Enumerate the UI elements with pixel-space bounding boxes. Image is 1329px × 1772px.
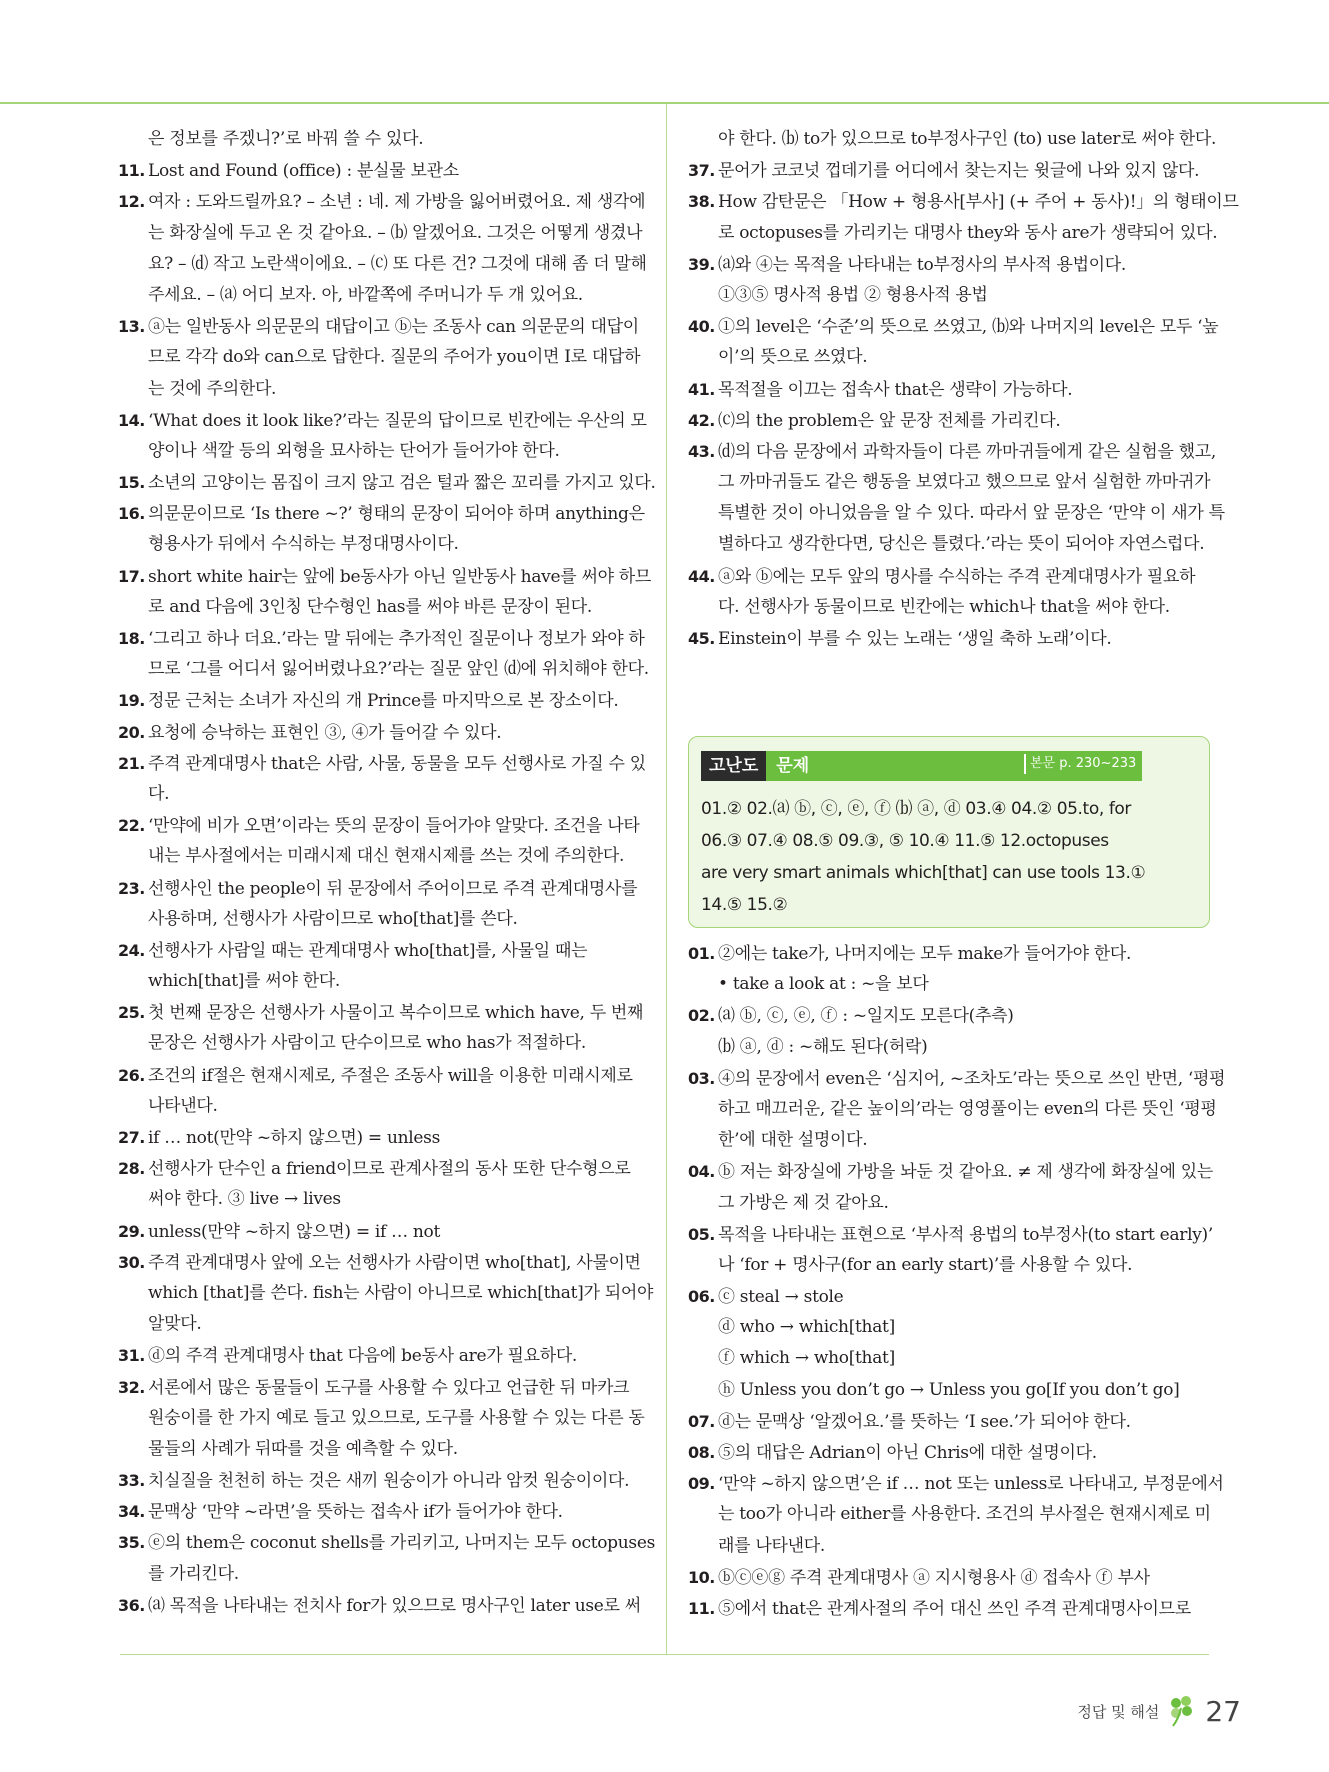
answer-key-line: 06.③ 07.④ 08.⑤ 09.③, ⑤ 10.④ 11.⑤ 12.octopuses: [701, 831, 1109, 851]
item-text: unless(만약 ~하지 않으면) = if … not: [148, 1221, 441, 1242]
item-number: 43.: [688, 441, 715, 461]
answer-item-continuation: [118, 124, 703, 155]
item-number: 21.: [118, 753, 145, 773]
answer-key-line: 14.⑤ 15.②: [701, 895, 788, 915]
answer-item-continuation: [118, 529, 703, 560]
answer-item: [688, 1219, 1273, 1250]
answer-item-continuation: [118, 1028, 703, 1059]
item-text: 문장은 선행사가 사람이고 단수이므로 who has가 적절하다.: [148, 1033, 587, 1054]
item-number: 18.: [118, 629, 145, 648]
answer-key: [701, 793, 1201, 921]
item-text: ⓓ의 주격 관계대명사 that 다음에 be동사 are가 필요하다.: [148, 1346, 578, 1367]
answer-item-continuation: [118, 342, 703, 373]
item-number: 37.: [688, 161, 715, 181]
item-text: 사용하며, 선행사가 사람이므로 who[that]를 쓴다.: [148, 908, 518, 929]
answer-item: [118, 1527, 703, 1558]
item-text: 특별한 것이 아니었음을 알 수 있다. 따라서 앞 문장은 ‘만약 이 새가 특: [718, 503, 1225, 524]
answer-item-continuation: [118, 218, 703, 249]
answer-item: [688, 561, 1273, 592]
item-text: 선행사가 단수인 a friend이므로 관계사절의 동사 또한 단수형으로: [148, 1159, 631, 1180]
left-column: [118, 124, 703, 1621]
item-text: 다. 선행사가 동물이므로 빈칸에는 which나 that을 써야 한다.: [718, 596, 1170, 617]
item-text: 목적을 나타내는 표현으로 ‘부사적 용법의 to부정사(to start early)’: [718, 1224, 1213, 1245]
problem-tag: [766, 751, 1142, 781]
item-number: 36.: [118, 1595, 145, 1615]
item-text: ⒜ ⓑ, ⓒ, ⓔ, ⓕ : ~일지도 모른다(추측): [718, 1006, 1014, 1027]
answer-item: [118, 405, 703, 436]
item-text: ⒟의 다음 문장에서 과학자들이 다른 까마귀들에게 같은 실험을 했고,: [718, 441, 1216, 462]
answer-box-header: [701, 751, 1142, 781]
item-number: 44.: [688, 566, 715, 586]
answer-item-continuation: [688, 1125, 1273, 1156]
item-number: 34.: [118, 1502, 145, 1522]
item-text: 정문 근처는 소녀가 자신의 개 Prince를 마지막으로 본 장소이다.: [148, 691, 619, 712]
item-number: 20.: [118, 722, 145, 742]
answer-item-continuation: [118, 1309, 703, 1340]
item-number: 13.: [118, 317, 145, 337]
answer-item-continuation: [688, 124, 1273, 155]
item-number: 12.: [118, 192, 145, 212]
answer-item: [688, 1156, 1273, 1187]
item-text: 소년의 고양이는 몸집이 크지 않고 검은 털과 짧은 꼬리를 가지고 있다.: [148, 473, 656, 494]
item-number: 35.: [118, 1533, 145, 1553]
item-text: 의문문이므로 ‘Is there ~?’ 형태의 문장이 되어야 하며 anything은: [148, 504, 645, 525]
answer-item: [118, 1122, 703, 1153]
answer-item: [118, 311, 703, 342]
answer-item: [118, 997, 703, 1028]
item-number: 14.: [118, 410, 145, 430]
item-text: 문어가 코코넛 껍데기를 어디에서 찾는지는 윗글에 나와 있지 않다.: [718, 161, 1200, 182]
answer-item: [118, 467, 703, 498]
item-text: 선행사가 사람일 때는 관계대명사 who[that]를, 사물일 때는: [148, 940, 588, 961]
item-number: 31.: [118, 1346, 145, 1366]
item-number: 45.: [688, 629, 715, 648]
answer-item: [688, 1406, 1273, 1437]
answer-item: [118, 623, 703, 654]
answer-item-continuation: [688, 1094, 1273, 1125]
item-text: which [that]를 쓴다. fish는 사람이 아니므로 which[that]가 되어야: [148, 1282, 654, 1303]
item-text: ‘What does it look like?’라는 질문의 답이므로 빈칸에는 우산의 모: [148, 410, 647, 431]
item-text: 은 정보를 주겠니?’로 바꿔 쓸 수 있다.: [148, 129, 424, 149]
item-number: 19.: [118, 691, 145, 711]
answer-item: [688, 1593, 1273, 1624]
item-text: 원숭이를 한 가지 예로 들고 있으므로, 도구를 사용할 수 있는 다른 동: [148, 1407, 645, 1428]
item-text: 조건의 if절은 현재시제로, 주절은 조동사 will을 이용한 미래시제로: [148, 1065, 633, 1086]
item-text: ⒜와 ④는 목적을 나타내는 to부정사의 부사적 용법이다.: [718, 254, 1127, 275]
answer-key-line: 01.② 02.⒜ ⓑ, ⓒ, ⓔ, ⓕ ⒝ ⓐ, ⓓ 03.④ 04.② 05.to, for: [701, 799, 1132, 819]
item-number: 30.: [118, 1252, 145, 1272]
answer-item-continuation: [118, 1278, 703, 1309]
item-text: ⓐ와 ⓑ에는 모두 앞의 명사를 수식하는 주격 관계대명사가 필요하: [718, 566, 1196, 587]
item-number: 08.: [688, 1443, 715, 1462]
answer-item: [118, 186, 703, 217]
item-text: ④의 문장에서 even은 ‘심지어, ~조차도’라는 뜻으로 쓰인 반면, ‘평평: [718, 1068, 1226, 1089]
item-text: 써야 한다. ③ live → lives: [148, 1189, 341, 1210]
answer-item-continuation: [688, 218, 1273, 249]
item-text: ⒞의 the problem은 앞 문장 전체를 가리킨다.: [718, 410, 1061, 431]
item-text: ⑤에서 that은 관계사절의 주어 대신 쓰인 주격 관계대명사이므로: [718, 1598, 1191, 1619]
answer-item: [688, 374, 1273, 405]
answer-item-continuation: [118, 1184, 703, 1215]
item-number: 11.: [118, 161, 145, 181]
answer-item-continuation: [688, 529, 1273, 560]
answer-item-continuation: [118, 1434, 703, 1465]
answer-item: [118, 561, 703, 592]
item-text: Einstein이 부를 수 있는 노래는 ‘생일 축하 노래’이다.: [718, 629, 1112, 649]
answer-item-continuation: [118, 779, 703, 810]
answer-item-continuation: [118, 374, 703, 405]
item-number: 22.: [118, 816, 145, 836]
item-text: ⓔ의 them은 coconut shells를 가리키고, 나머지는 모두 octopuses: [148, 1533, 656, 1554]
answer-item-continuation: [118, 1559, 703, 1590]
item-text: ⓑⓒⓔⓖ 주격 관계대명사 ⓐ 지시형용사 ⓓ 접속사 ⓕ 부사: [718, 1567, 1150, 1588]
item-number: 02.: [688, 1006, 715, 1026]
item-text: 그 가방은 제 것 같아요.: [718, 1192, 889, 1213]
page-reference: 본문 p. 230~233: [1024, 754, 1136, 774]
item-text: 므로 각각 do와 can으로 답한다. 질문의 주어가 you이면 I로 대답하: [148, 347, 641, 368]
answer-item: [688, 436, 1273, 467]
answer-item-continuation: [118, 592, 703, 623]
item-text: ⓐ는 일반동사 의문문의 대답이고 ⓑ는 조동사 can 의문문의 대답이: [148, 317, 639, 338]
answer-item-continuation: [118, 904, 703, 935]
item-number: 32.: [118, 1377, 145, 1397]
answer-item-continuation: [118, 1091, 703, 1122]
item-text: 양이나 색깔 등의 외형을 묘사하는 단어가 들어가야 한다.: [148, 440, 560, 461]
item-number: 15.: [118, 473, 145, 493]
answer-item: [688, 623, 1273, 654]
answer-item-continuation: [118, 654, 703, 685]
answer-item: [118, 810, 703, 841]
answer-item-continuation: [118, 841, 703, 872]
answer-item-continuation: [688, 467, 1273, 498]
item-text: ⒜ 목적을 나타내는 전치사 for가 있으므로 명사구인 later use로 써: [148, 1595, 641, 1616]
item-number: 16.: [118, 504, 145, 524]
answer-item: [118, 748, 703, 779]
item-text: ⓗ Unless you don’t go → Unless you go[If you don’t go]: [718, 1379, 1180, 1400]
answer-item: [688, 938, 1273, 969]
answer-item-continuation: [118, 436, 703, 467]
right-column-top: [688, 124, 1273, 654]
item-text: 선행사인 the people이 뒤 문장에서 주어이므로 주격 관계대명사를: [148, 878, 638, 899]
item-text: Lost and Found (office) : 분실물 보관소: [148, 161, 459, 182]
answer-item: [118, 155, 703, 186]
item-text: ⓓ who → which[that]: [718, 1317, 895, 1338]
answer-box: [688, 736, 1210, 928]
clover-leaf-icon: [1167, 1694, 1195, 1728]
answer-item-continuation: [118, 280, 703, 311]
answer-item: [688, 311, 1273, 342]
answer-item: [688, 249, 1273, 280]
item-number: 38.: [688, 192, 715, 212]
item-number: 42.: [688, 410, 715, 430]
item-text: 문맥상 ‘만약 ~라면’을 뜻하는 접속사 if가 들어가야 한다.: [148, 1502, 563, 1523]
answer-item: [118, 1153, 703, 1184]
answer-item: [688, 405, 1273, 436]
item-text: 로 octopuses를 가리키는 대명사 they와 동사 are가 생략되어 있다.: [718, 222, 1218, 243]
answer-item-continuation: [688, 592, 1273, 623]
item-text: ②에는 take가, 나머지에는 모두 make가 들어가야 한다.: [718, 944, 1132, 964]
item-number: 29.: [118, 1221, 145, 1241]
item-text: 는 것에 주의한다.: [148, 378, 277, 399]
answer-item: [118, 498, 703, 529]
item-text: 목적절을 이끄는 접속사 that은 생략이 가능하다.: [718, 379, 1073, 400]
answer-item-continuation: [688, 498, 1273, 529]
item-text: 요청에 승낙하는 표현인 ③, ④가 들어갈 수 있다.: [148, 722, 502, 743]
item-number: 41.: [688, 379, 715, 399]
item-text: 한’에 대한 설명이다.: [718, 1130, 868, 1151]
item-text: 야 한다. ⒝ to가 있으므로 to부정사구인 (to) use later로 써야 한다.: [718, 129, 1217, 149]
answer-item-continuation: [118, 1403, 703, 1434]
item-text: 내는 부사절에서는 미래시제 대신 현재시제를 쓰는 것에 주의한다.: [148, 846, 625, 867]
answer-item: [688, 1468, 1273, 1499]
item-text: 는 too가 아니라 either를 사용한다. 조건의 부사절은 현재시제로 미: [718, 1504, 1211, 1525]
item-text: 그 까마귀들도 같은 행동을 보였다고 했으므로 앞서 실험한 까마귀가: [718, 472, 1211, 493]
item-number: 23.: [118, 878, 145, 898]
answer-item-continuation: [688, 1375, 1273, 1406]
item-text: if … not(만약 ~하지 않으면) = unless: [148, 1128, 441, 1148]
item-text: 이’의 뜻으로 쓰였다.: [718, 347, 868, 368]
answer-item: [688, 1562, 1273, 1593]
item-number: 01.: [688, 944, 715, 963]
item-text: How 감탄문은 「How + 형용사[부사] (+ 주어 + 동사)!」의 형태이므: [718, 192, 1239, 213]
item-text: 나 ‘for + 명사구(for an early start)’를 사용할 수 있다.: [718, 1254, 1133, 1275]
answer-item: [688, 155, 1273, 186]
item-text: 형용사가 뒤에서 수식하는 부정대명사이다.: [148, 534, 459, 555]
item-number: 24.: [118, 940, 145, 960]
top-rule: [0, 102, 1329, 104]
difficulty-tag: 고난도: [701, 751, 766, 781]
item-text: ‘만약 ~하지 않으면’은 if … not 또는 unless로 나타내고, 부정문에서: [718, 1474, 1224, 1495]
problem-tag-label: 문제: [776, 756, 810, 776]
item-text: ①의 level은 ‘수준’의 뜻으로 쓰였고, ⒝와 나머지의 level은 모두 ‘높: [718, 317, 1219, 338]
item-number: 09.: [688, 1474, 715, 1494]
item-text: ‘만약에 비가 오면’이라는 뜻의 문장이 들어가야 알맞다. 조건을 나타: [148, 816, 640, 837]
answer-item-continuation: [688, 342, 1273, 373]
item-text: 주세요. – ⒜ 어디 보자. 아, 바깥쪽에 주머니가 두 개 있어요.: [148, 284, 583, 305]
page-number: 27: [1205, 1694, 1241, 1728]
item-text: ‘그리고 하나 더요.’라는 말 뒤에는 추가적인 질문이나 정보가 와야 하: [148, 629, 645, 649]
item-number: 26.: [118, 1065, 145, 1085]
item-text: 주격 관계대명사 앞에 오는 선행사가 사람이면 who[that], 사물이면: [148, 1252, 641, 1273]
answer-item: [118, 1060, 703, 1091]
answer-item: [118, 1372, 703, 1403]
answer-item: [118, 1590, 703, 1621]
item-text: ①③⑤ 명사적 용법 ② 형용사적 용법: [718, 284, 988, 305]
item-text: 주격 관계대명사 that은 사람, 사물, 동물을 모두 선행사로 가질 수 있: [148, 753, 646, 774]
answer-item: [118, 1496, 703, 1527]
item-number: 25.: [118, 1003, 145, 1023]
answer-item-continuation: [688, 1250, 1273, 1281]
item-number: 07.: [688, 1411, 715, 1431]
answer-item-continuation: [688, 969, 1273, 1000]
item-text: 래를 나타낸다.: [718, 1535, 825, 1556]
item-text: ⑤의 대답은 Adrian이 아닌 Chris에 대한 설명이다.: [718, 1443, 1097, 1463]
item-text: 별하다고 생각한다면, 당신은 틀렸다.’라는 뜻이 되어야 자연스럽다.: [718, 534, 1205, 555]
answer-item-continuation: [118, 966, 703, 997]
answer-item: [118, 935, 703, 966]
item-text: 를 가리킨다.: [148, 1563, 239, 1584]
answer-item-continuation: [688, 1531, 1273, 1562]
item-text: 다.: [148, 783, 170, 804]
item-text: ⓒ steal → stole: [718, 1287, 844, 1308]
item-text: 하고 매끄러운, 같은 높이의’라는 영영풀이는 even의 다른 뜻인 ‘평평: [718, 1098, 1217, 1119]
item-text: 므로 ‘그를 어디서 잃어버렸나요?’라는 질문 앞인 ⒟에 위치해야 한다.: [148, 659, 649, 680]
answer-item: [118, 717, 703, 748]
item-number: 04.: [688, 1162, 715, 1182]
item-text: 나타낸다.: [148, 1095, 218, 1116]
right-column-bottom: [688, 938, 1273, 1624]
bottom-rule: [120, 1654, 1209, 1655]
answer-item-continuation: [688, 1343, 1273, 1374]
answer-item-continuation: [688, 1312, 1273, 1343]
answer-item: [118, 1340, 703, 1371]
answer-item: [118, 1465, 703, 1496]
answer-item: [688, 1000, 1273, 1031]
item-number: 03.: [688, 1068, 715, 1088]
answer-item-continuation: [118, 249, 703, 280]
answer-item: [118, 1247, 703, 1278]
answer-item: [688, 1437, 1273, 1468]
answer-item: [118, 685, 703, 716]
item-text: 여자 : 도와드릴까요? – 소년 : 네. 제 가방을 잃어버렸어요. 제 생각에: [148, 192, 646, 213]
item-text: ⓑ 저는 화장실에 가방을 놔둔 것 같아요. ≠ 제 생각에 화장실에 있는: [718, 1162, 1213, 1183]
item-text: 알맞다.: [148, 1314, 202, 1335]
item-number: 28.: [118, 1159, 145, 1179]
item-number: 27.: [118, 1128, 145, 1147]
answer-item: [118, 873, 703, 904]
item-text: • take a look at : ~을 보다: [718, 974, 929, 995]
item-text: ⓕ which → who[that]: [718, 1348, 895, 1369]
answer-item-continuation: [688, 1188, 1273, 1219]
item-number: 17.: [118, 566, 145, 586]
answer-key-line: are very smart animals which[that] can use tools 13.①: [701, 863, 1146, 883]
answer-item: [688, 1063, 1273, 1094]
answer-item-continuation: [688, 1032, 1273, 1063]
item-text: 첫 번째 문장은 선행사가 사물이고 복수이므로 which have, 두 번째: [148, 1003, 644, 1024]
item-number: 06.: [688, 1287, 715, 1307]
item-number: 10.: [688, 1567, 715, 1587]
item-text: ⓓ는 문맥상 ‘알겠어요.’를 뜻하는 ‘I see.’가 되어야 한다.: [718, 1411, 1131, 1432]
item-text: 물들의 사례가 뒤따를 것을 예측할 수 있다.: [148, 1438, 458, 1459]
item-text: ⒝ ⓐ, ⓓ : ~해도 된다(허락): [718, 1036, 928, 1057]
answer-item-continuation: [688, 1499, 1273, 1530]
item-text: 서론에서 많은 동물들이 도구를 사용할 수 있다고 언급한 뒤 마카크: [148, 1377, 630, 1398]
item-number: 40.: [688, 317, 715, 337]
item-text: which[that]를 써야 한다.: [148, 971, 341, 992]
item-number: 33.: [118, 1471, 145, 1491]
item-number: 05.: [688, 1224, 715, 1244]
item-text: short white hair는 앞에 be동사가 아닌 일반동사 have를 써야 하므: [148, 566, 652, 587]
item-number: 11.: [688, 1598, 715, 1618]
item-text: 로 and 다음에 3인칭 단수형인 has를 써야 바른 문장이 된다.: [148, 596, 592, 617]
answer-item-continuation: [688, 280, 1273, 311]
page-footer: [1077, 1694, 1241, 1728]
item-text: 는 화장실에 두고 온 것 같아요. – ⒝ 알겠어요. 그것은 어떻게 생겼나: [148, 222, 643, 243]
footer-label: 정답 및 해설: [1077, 1702, 1160, 1721]
answer-item: [118, 1216, 703, 1247]
item-text: 요? – ⒟ 작고 노란색이에요. – ⒞ 또 다른 건? 그것에 대해 좀 더 말해: [148, 253, 647, 274]
item-number: 39.: [688, 254, 715, 274]
item-text: 치실질을 천천히 하는 것은 새끼 원숭이가 아니라 암컷 원숭이이다.: [148, 1471, 630, 1492]
answer-item: [688, 1281, 1273, 1312]
answer-item: [688, 186, 1273, 217]
